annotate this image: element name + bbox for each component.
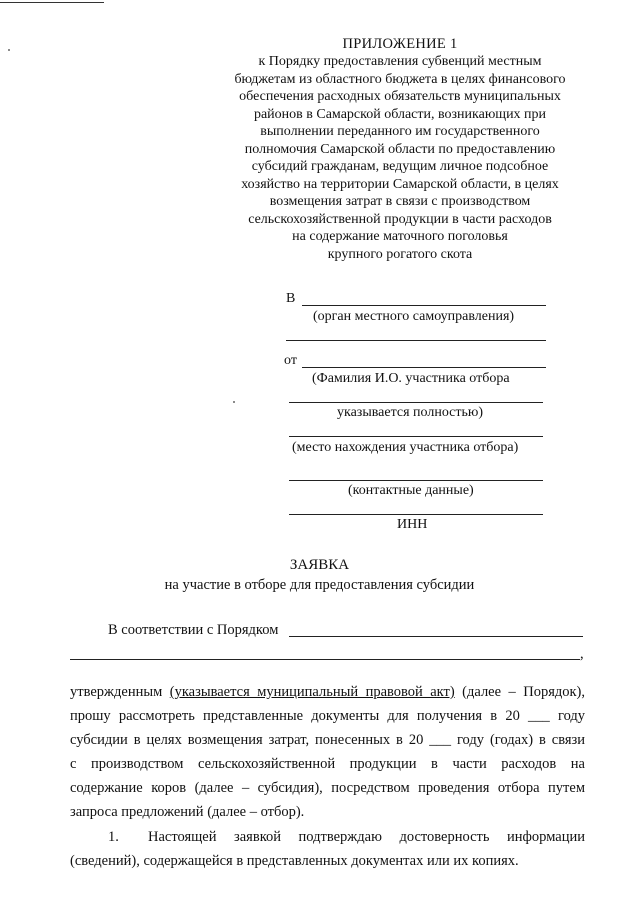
paragraph-line: запроса предложений (далее – отбор). — [70, 804, 305, 820]
item-text-line: Настоящей заявкой подтверждаю достоверность информации — [148, 829, 585, 845]
paragraph-text: году — [557, 708, 586, 724]
paragraph-text: (далее – Порядок), — [462, 684, 585, 700]
appendix-text-line: сельскохозяйственной продукции в части расходов — [248, 211, 552, 227]
appendix-text-line: районов в Самарской области, возникающих при — [253, 106, 547, 122]
appendix-title: ПРИЛОЖЕНИЕ 1 — [342, 36, 458, 52]
contacts-line[interactable] — [289, 480, 543, 481]
appendix-text-line: крупного рогатого скота — [327, 246, 473, 262]
paragraph-line — [70, 707, 585, 725]
to-recipient-line[interactable] — [302, 305, 546, 306]
to-caption: (орган местного самоуправления) — [313, 309, 515, 324]
appendix-text-line: полномочия Самарской области по предоставлению — [244, 141, 556, 157]
paragraph-text: прошу рассмотреть представленные документы для получения в 20 — [70, 708, 520, 724]
paragraph-line — [70, 683, 585, 701]
intro-label: В соответствии с Порядком — [108, 622, 279, 638]
procedure-name-line[interactable] — [289, 636, 583, 637]
from-prefix: от — [284, 353, 297, 368]
year-blank[interactable]: ___ — [429, 732, 452, 748]
appendix-text-line: на содержание маточного поголовья — [292, 229, 508, 244]
paragraph-line: с производством сельскохозяйственной продукции в части расходов на — [70, 756, 585, 772]
appendix-text-line: возмещения затрат в связи с производством — [269, 194, 531, 209]
to-prefix: В — [286, 291, 296, 306]
paragraph-line: содержание коров (далее – субсидия), посредством проведения отбора путем — [70, 780, 585, 796]
paragraph-line — [70, 731, 585, 749]
year-blank[interactable]: ___ — [528, 708, 550, 724]
paragraph-text: году (годах) в связи — [456, 732, 586, 748]
inn-line[interactable] — [289, 514, 543, 515]
appendix-text-line: к Порядку предоставления субвенций местным — [258, 54, 542, 69]
paragraph-text: утвержденным — [70, 684, 163, 700]
from-name-line[interactable] — [302, 367, 546, 368]
document-subtitle: на участие в отборе для предоставления субсидии — [164, 577, 475, 593]
contacts-caption: (контактные данные) — [348, 483, 474, 498]
appendix-text-line: обеспечения расходных обязательств муниципальных — [239, 89, 561, 104]
legal-act-placeholder: (указывается муниципальный правовой акт) — [169, 684, 455, 700]
scan-corner-line — [0, 2, 104, 3]
document-title: ЗАЯВКА — [289, 557, 350, 573]
appendix-header — [215, 36, 585, 263]
appendix-text-line: субсидий гражданам, ведущим личное подсобное — [251, 159, 549, 174]
location-caption: (место нахождения участника отбора) — [292, 440, 519, 455]
scan-speck — [233, 401, 235, 403]
location-line[interactable] — [289, 436, 543, 437]
to-recipient-line-2[interactable] — [286, 340, 546, 341]
paragraph-text: субсидии в целях возмещения затрат, понесенных в 20 — [70, 732, 424, 748]
item-text-line: (сведений), содержащейся в представленных документах или их копиях. — [70, 853, 519, 869]
inn-caption: ИНН — [397, 517, 428, 532]
scan-speck — [8, 49, 10, 51]
item-number: 1. — [108, 829, 119, 845]
procedure-name-line-2[interactable] — [70, 659, 580, 660]
from-caption-2: указывается полностью) — [337, 405, 484, 420]
appendix-text-line: выполнении переданного им государственного — [260, 124, 540, 139]
from-caption: (Фамилия И.О. участника отбора — [312, 371, 510, 386]
appendix-text-line: бюджетам из областного бюджета в целях финансового — [234, 71, 566, 87]
line-end-comma: , — [580, 646, 584, 662]
from-name-line-2[interactable] — [289, 402, 543, 403]
appendix-text-line: хозяйство на территории Самарской области, в целях — [241, 176, 559, 192]
